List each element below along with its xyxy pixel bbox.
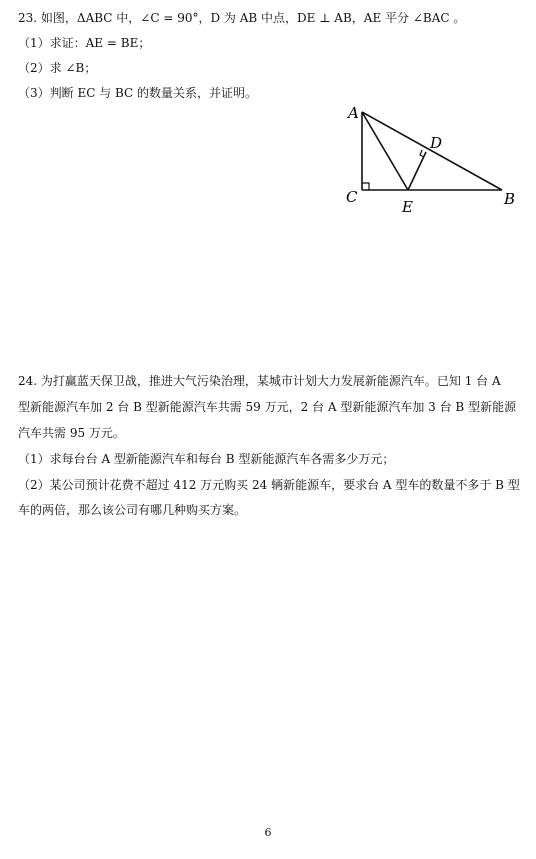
q23-part3: （3）判断 EC 与 BC 的数量关系，并证明。	[18, 86, 258, 100]
label-A: A	[348, 104, 359, 122]
label-D: D	[430, 134, 443, 152]
q24-line3: 汽车共需 95 万元。	[18, 426, 125, 440]
right-angle-mark-C	[362, 183, 369, 190]
q24-line2: 型新能源汽车加 2 台 B 型新能源汽车共需 59 万元，2 台 A 型新能源汽车加 3 台 B 型新能源	[18, 400, 517, 414]
q24-part1: （1）求每台台 A 型新能源汽车和每台 B 型新能源汽车各需多少万元；	[18, 452, 395, 466]
triangle-figure	[330, 100, 530, 220]
page-number: 6	[264, 826, 272, 839]
segment-DE	[408, 152, 426, 190]
segment-AE	[362, 112, 408, 190]
label-B: B	[504, 190, 516, 208]
q24-line1: 24. 为打赢蓝天保卫战，推进大气污染治理，某城市计划大力发展新能源汽车。已知 1 台 A	[18, 374, 501, 388]
q23-part1: （1）求证：AE = BE；	[18, 36, 151, 50]
q23-part2: （2）求 ∠B；	[18, 61, 97, 75]
q24-part2-line1: （2）某公司预计花费不超过 412 万元购买 24 辆新能源车，要求台 A 型车的数量不多于 B 型	[18, 478, 520, 492]
q23-stem: 23. 如图，ΔABC 中，∠C = 90°，D 为 AB 中点，DE ⊥ AB，AE 平分 ∠BAC 。	[18, 11, 466, 25]
q24-part2-line2: 车的两倍，那么该公司有哪几种购买方案。	[18, 503, 247, 517]
label-E: E	[402, 198, 413, 216]
label-C: C	[346, 188, 358, 206]
